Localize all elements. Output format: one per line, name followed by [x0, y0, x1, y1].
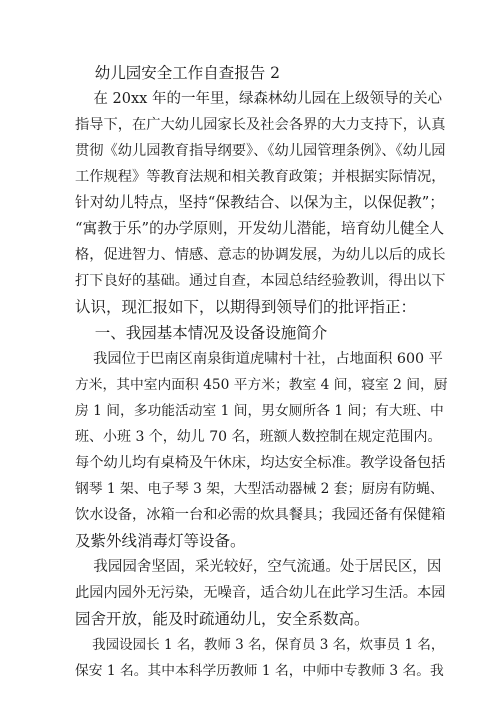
text-line: 在 20xx 年的一年里，绿森林幼儿园在上级领导的关心: [75, 91, 442, 107]
text-line: 及紫外线消毒灯等设备。: [75, 532, 246, 550]
text-line: 保安 1 名。其中本科学历教师 1 名，中师中专教师 3 名。我: [75, 663, 444, 679]
document-title: 幼儿园安全工作自查报告 2: [75, 64, 280, 82]
text-line: 园舍开放，能及时疏通幼儿，安全系数高。: [75, 610, 370, 628]
text-line: 钢琴 1 架、电子琴 3 架，大型活动器械 2 套；厨房有防蝇、: [75, 481, 444, 497]
text-line: “寓教于乐”的办学原则，开发幼儿潜能，培育幼儿健全人: [75, 220, 445, 237]
text-line: 方米，其中室内面积 450 平方米；教室 4 间，寝室 2 间，厨: [75, 377, 447, 393]
text-line: 我园园舍坚固，采光较好，空气流通。处于居民区，因: [75, 559, 442, 575]
text-line: 格，促进智力、情感、意志的协调发展，为幼儿以后的成长: [75, 247, 446, 263]
text-line: 每个幼儿均有桌椅及午休床，均达安全标准。教学设备包括: [75, 455, 446, 471]
text-line: 房 1 间，多功能活动室 1 间，男女厕所各 1 间；有大班、中: [75, 403, 444, 419]
text-line: 打下良好的基础。通过自查，本园总结经验教训，得出以下: [75, 273, 446, 289]
text-line: 我园位于巴南区南泉街道虎啸村十社，占地面积 600 平: [75, 351, 443, 367]
text-line: 我园设园长 1 名，教师 3 名，保育员 3 名，炊事员 1 名，: [75, 637, 445, 653]
text-line: 工作规程》等教育法规和相关教育政策；并根据实际情况，: [75, 169, 446, 185]
text-line: 针对幼儿特点，坚持“保教结合、以保为主，以保促教”；: [75, 194, 445, 211]
text-line: 指导下，在广大幼儿园家长及社会各界的大力支持下，认真: [75, 117, 446, 133]
text-line: 贯彻《幼儿园教育指导纲要》、《幼儿园管理条例》、《幼儿园: [75, 143, 446, 159]
document-body: [75, 60, 447, 684]
text-line: 此园内园外无污染，无噪音，适合幼儿在此学习生活。本园: [75, 585, 446, 601]
text-line: 认识，现汇报如下，以期得到领导们的批评指正：: [75, 298, 417, 316]
text-line: 班、小班 3 个，幼儿 70 名，班额人数控制在规定范围内。: [75, 429, 442, 445]
text-line: 一、我园基本情况及设备设施简介: [75, 324, 328, 342]
text-line: 饮水设备，冰箱一台和必需的炊具餐具；我园还备有保健箱: [75, 507, 446, 523]
